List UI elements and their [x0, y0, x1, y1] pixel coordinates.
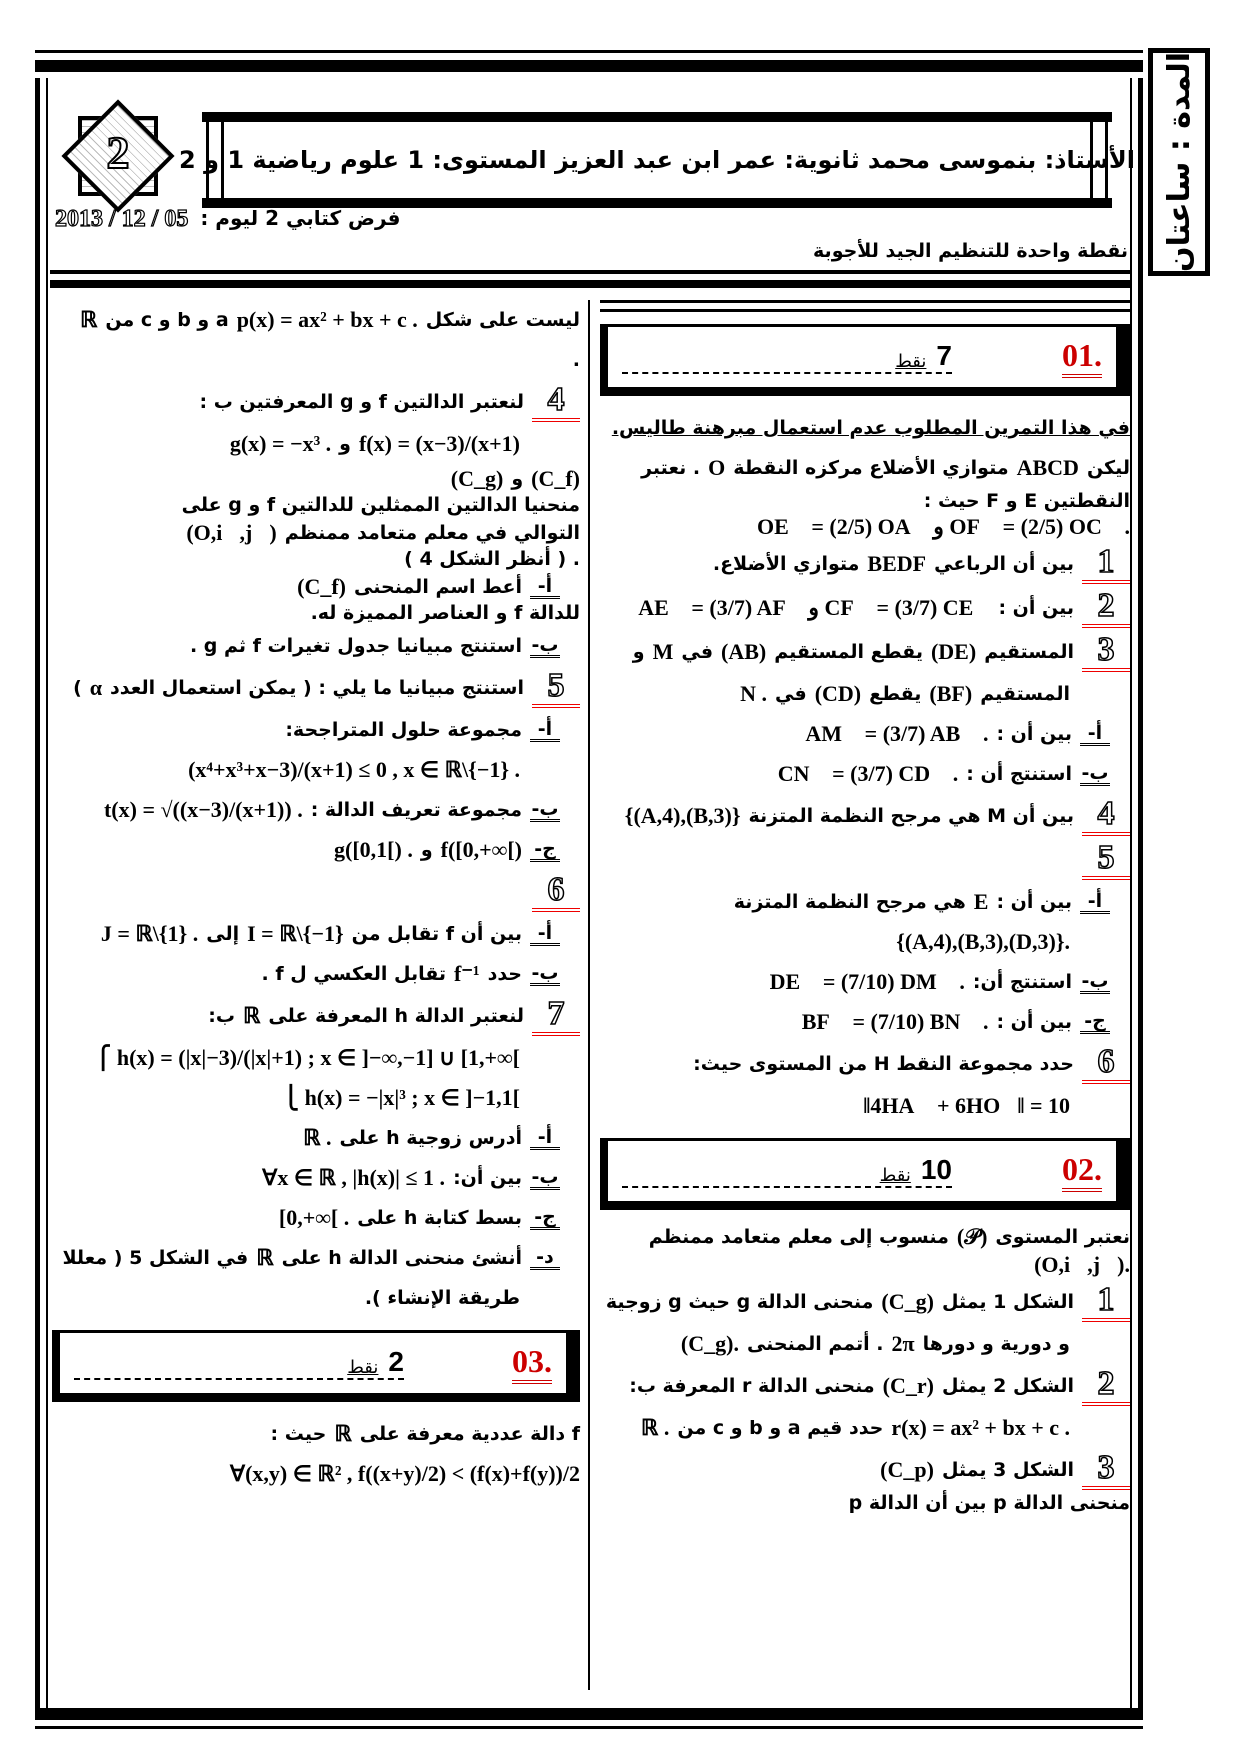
question-text: و [339, 433, 351, 455]
sub-question-letter: ب- [531, 1165, 559, 1188]
test-number-badge [58, 96, 178, 216]
header-rule-thick [50, 280, 1130, 288]
points-value: 2 [388, 1346, 404, 1377]
question-line [600, 714, 1130, 754]
question-text: f دالة عددية معرفة على [359, 1423, 580, 1445]
question-line [52, 464, 580, 518]
exercise-points [622, 1154, 952, 1188]
question-line [52, 710, 580, 750]
math-expression: ℝ . [303, 1125, 332, 1150]
question-text: استنتج مبيانيا جدول تغيرات f ثم g . [189, 635, 522, 657]
question-number: 4 [1082, 796, 1130, 836]
math-expression: O [708, 455, 726, 480]
question-line [600, 1448, 1130, 1516]
question-text: التوالي في معلم متعامد ممنظم [284, 522, 580, 544]
duration-box [1148, 48, 1210, 276]
question-text: لنعتبر الدالة h المعرفة على [268, 1005, 524, 1027]
question-line [52, 626, 580, 666]
question-text: في [681, 641, 714, 663]
question-text: مجموعة حلول المتراجحة: [285, 719, 522, 741]
math-expression: (BF) [929, 681, 973, 706]
column-divider [588, 300, 590, 1690]
header-title: الأستاذ: بنموسى محمد ثانوية: عمر ابن عبد العزيز المستوى: 1 علوم رياضية 1 و 2 [179, 146, 1135, 174]
question-line [52, 300, 580, 340]
math-expression: ℝ [256, 1245, 274, 1270]
question-text: منسوب إلى معلم متعامد ممنظم [648, 1226, 949, 1248]
question-text: منحنيا الدالتين الممثلين للدالتين f و g على [181, 494, 580, 516]
question-text: منحنى الدالة r المعرفة ب: [629, 1375, 875, 1397]
sub-question-letter: ب- [531, 633, 559, 656]
math-expression: I = ℝ\{−1} [247, 921, 344, 946]
math-expression: α [89, 675, 103, 700]
math-expression: {(A,4),(B,3),(D,3)}. [896, 929, 1070, 954]
question-number: 7 [532, 996, 580, 1036]
question-text: بين أن : [998, 597, 1074, 619]
question-text: بين أن: [453, 1167, 522, 1189]
question-line [52, 1454, 580, 1494]
math-expression: (AB) [721, 639, 767, 664]
question-line [52, 1238, 580, 1278]
question-line [52, 1278, 580, 1318]
question-text: . [572, 349, 580, 371]
question-text: حيث : [270, 1423, 327, 1445]
exercise-header [52, 1330, 580, 1396]
question-text: منحنى الدالة g حيث g زوجية [605, 1291, 874, 1313]
question-text: ليكن [1086, 457, 1130, 479]
question-text: و [511, 468, 524, 490]
points-unit: نقط [879, 1165, 911, 1186]
question-line [52, 1038, 580, 1078]
question-line [52, 790, 580, 830]
test-info [55, 206, 475, 233]
question-text: بين أن M هي مرجح النظمة المتزنة [748, 805, 1074, 827]
math-expression: AE⃗ = (3/7) AF⃗ و CF⃗ = (3/7) CE⃗ [638, 595, 991, 620]
question-line [52, 954, 580, 994]
exercise-points [74, 1346, 404, 1380]
math-expression: CN⃗ = (3/7) CD⃗ . [777, 761, 959, 786]
question-number: 1 [1082, 1282, 1130, 1322]
question-text: أنشئ منحنى الدالة h على [281, 1247, 522, 1269]
question-number: 5 [1082, 840, 1130, 880]
question-text: استنتج مبيانيا ما يلي : ( يمكن استعمال العدد [110, 677, 524, 699]
exercise-header [600, 324, 1130, 390]
question-line [600, 882, 1130, 922]
question-line [600, 448, 1130, 488]
question-line [600, 1408, 1130, 1448]
bottom-rule-thick [35, 1708, 1143, 1720]
question-text: المستقيم [980, 683, 1070, 705]
question-text: تقابل العكسي ل f . [261, 963, 447, 985]
math-expression: (CD) [814, 681, 862, 706]
math-expression: (C_f) [531, 466, 580, 491]
question-text: حدد قيم a و b و c من [677, 1417, 884, 1439]
sub-question-letter: ج- [1080, 1011, 1110, 1034]
math-expression: ℝ [79, 307, 98, 332]
sub-question-letter: ب- [1081, 761, 1109, 784]
question-text: ) [73, 677, 82, 699]
sub-question-letter: ب- [531, 797, 559, 820]
exercise-header [600, 1138, 1130, 1204]
question-line [52, 830, 580, 870]
math-expression: ∀(x,y) ∈ ℝ² , f((x+y)/2) < (f(x)+f(y))/2 [230, 1461, 580, 1486]
exercise-number: .01 [1062, 337, 1102, 378]
question-number: 2 [1082, 1366, 1130, 1406]
question-number: 5 [532, 668, 580, 708]
question-number: 3 [1082, 1450, 1130, 1490]
question-text: ب: [208, 1005, 235, 1027]
exercise-number: .02 [1062, 1151, 1102, 1192]
question-text: المستقيم [984, 641, 1074, 663]
question-line [600, 630, 1130, 674]
math-expression: f⁻¹ [454, 961, 480, 986]
question-text: منحنى الدالة p بين أن الدالة p [848, 1492, 1130, 1514]
question-line [600, 586, 1130, 630]
question-line [52, 380, 580, 424]
question-text: و دورية و دورها [922, 1333, 1070, 1355]
question-line [52, 994, 580, 1038]
bottom-rule [35, 1726, 1143, 1729]
question-line [52, 1078, 580, 1118]
exercise-number: .03 [512, 1343, 552, 1384]
question-line [600, 794, 1130, 838]
question-line [600, 1222, 1130, 1280]
question-line [600, 1002, 1130, 1042]
question-text: مجموعة تعريف الدالة : [310, 799, 522, 821]
sub-question-letter: أ- [1080, 891, 1110, 914]
sub-question-letter: أ- [530, 923, 560, 946]
question-line [52, 1158, 580, 1198]
question-text: طريقة الإنشاء ). [364, 1287, 520, 1309]
question-text: . ( أنظر الشكل 4 ) [404, 548, 580, 570]
test-label: فرض كتابي 2 ليوم : [200, 206, 401, 230]
math-expression: ⎩ h(x) = −|x|³ ; x ∈ ]−1,1[ [282, 1085, 520, 1110]
question-text: في هذا التمرين المطلوب عدم استعمال مبرهنة طاليس. [611, 417, 1130, 439]
question-line [52, 340, 580, 380]
top-rule-thick [35, 60, 1143, 72]
top-rule [35, 50, 1143, 53]
question-number: 6 [532, 872, 580, 912]
math-expression: (C_f) [297, 574, 347, 599]
math-expression: BF⃗ = (7/10) BN⃗ . [801, 1009, 989, 1034]
math-expression: AM⃗ = (3/7) AB⃗ . [805, 721, 989, 746]
points-value: 7 [936, 340, 952, 371]
math-expression: ⎧ h(x) = (|x|−3)/(|x|+1) ; x ∈ ]−∞,−1] ∪ [1,+∞[ [94, 1045, 520, 1070]
right-column [600, 300, 1130, 1516]
question-text: حدد مجموعة النقط H من المستوى حيث: [693, 1053, 1074, 1075]
question-text: و [632, 641, 645, 663]
question-text: . أتمم المنحنى [746, 1333, 884, 1355]
math-expression: BEDF [867, 551, 927, 576]
left-column [52, 300, 580, 1494]
math-expression: 2π [891, 1331, 915, 1356]
sub-question-letter: ج- [530, 839, 560, 862]
header-rule [50, 270, 1130, 274]
question-text: ليست على شكل [425, 309, 580, 331]
sub-question-letter: د- [530, 1247, 560, 1270]
math-expression: (O,i⃗,j⃗). [1034, 1252, 1130, 1277]
question-line [600, 1086, 1130, 1126]
question-number: 1 [1082, 544, 1130, 584]
question-text: لنعتبر الدالتين f و g المعرفتين ب : [199, 391, 524, 413]
question-number: 2 [1082, 588, 1130, 628]
question-text: أدرس زوجية h على [339, 1127, 522, 1149]
math-expression: (DE) [930, 639, 977, 664]
question-text: بسط كتابة h على [357, 1207, 522, 1229]
sub-question-letter: أ- [1080, 723, 1110, 746]
sub-question-letter: أ- [530, 719, 560, 742]
math-expression: ℝ . [640, 1415, 670, 1440]
question-line [600, 962, 1130, 1002]
question-text: متوازي الأضلاع. [712, 553, 860, 575]
math-expression: (𝒫) [956, 1224, 988, 1249]
question-line [52, 914, 580, 954]
math-expression: (C_g). [680, 1331, 739, 1356]
question-text: يقطع [869, 683, 922, 705]
question-text: استنتج أن : [966, 763, 1072, 785]
question-text: يقطع المستقيم [774, 641, 923, 663]
question-text: حدد [487, 963, 522, 985]
question-line [52, 1118, 580, 1158]
question-text: بين أن : [996, 1011, 1072, 1033]
badge-number: 2 [106, 127, 130, 178]
question-text: متوازي الأضلاع مركزه النقطة [733, 457, 1009, 479]
header-banner [179, 112, 1135, 208]
question-line [52, 870, 580, 914]
sub-question-letter: أ- [530, 576, 560, 599]
math-expression: N . [740, 681, 768, 706]
points-unit: نقط [347, 1357, 379, 1378]
question-line [600, 922, 1130, 962]
question-line [600, 488, 1130, 542]
math-expression: E [973, 889, 989, 914]
question-line [52, 1198, 580, 1238]
question-line [600, 1042, 1130, 1086]
math-expression: ABCD [1016, 455, 1079, 480]
sub-question-letter: أ- [530, 1127, 560, 1150]
question-text: a و b و c من [105, 309, 229, 331]
question-line [52, 750, 580, 790]
question-text: الشكل 3 يمثل [941, 1459, 1074, 1481]
question-line [52, 518, 580, 572]
points-value: 10 [920, 1154, 952, 1185]
math-expression: p(x) = ax² + bx + c . [236, 307, 418, 332]
exercise-points [622, 340, 952, 374]
math-expression: (x⁴+x³+x−3)/(x+1) ≤ 0 , x ∈ ℝ\{−1} . [188, 757, 520, 782]
math-expression: ‖4HA⃗ + 6HO⃗‖ = 10 [863, 1093, 1070, 1118]
question-text: في الشكل 5 ( معللا [62, 1247, 249, 1269]
question-number: 6 [1082, 1044, 1130, 1084]
math-expression: DE⃗ = (7/10) DM⃗ . [769, 969, 965, 994]
sub-question-letter: ج- [530, 1207, 560, 1230]
question-text: أعط اسم المنحنى [354, 576, 522, 598]
question-line [600, 674, 1130, 714]
question-text: بين أن الرباعي [934, 553, 1074, 575]
question-text: إلى [206, 923, 240, 945]
question-line [600, 754, 1130, 794]
math-expression: [0,+∞[ . [278, 1205, 350, 1230]
question-line [600, 1364, 1130, 1408]
question-text: بين أن f تقابل من [351, 923, 522, 945]
question-line [600, 1324, 1130, 1364]
math-expression: OE⃗ = (2/5) OA⃗ و OF⃗ = (2/5) OC⃗ . [756, 514, 1130, 539]
question-text: نعتبر المستوى [995, 1226, 1130, 1248]
question-line [600, 1280, 1130, 1324]
math-expression: g(x) = −x³ . [229, 431, 332, 456]
question-number: 3 [1082, 632, 1130, 672]
question-text: و [420, 839, 433, 861]
math-expression: (C_r) [882, 1373, 934, 1398]
question-text: الشكل 1 يمثل [941, 1291, 1074, 1313]
question-text: النقطتين E و F حيث : [923, 490, 1130, 512]
question-text: بين أن : [996, 723, 1072, 745]
math-expression: (C_g) [881, 1289, 934, 1314]
math-expression: (O,i⃗,j⃗) [186, 520, 277, 545]
question-text: استنتج أن: [972, 971, 1072, 993]
question-text: في [775, 683, 807, 705]
question-text: هي مرجح النظمة المتزنة [733, 891, 966, 913]
question-line [600, 542, 1130, 586]
math-expression: (C_g) [450, 466, 504, 491]
math-expression: J = ℝ\{1} . [100, 921, 199, 946]
question-line [52, 666, 580, 710]
question-text: للدالة f و العناصر المميزة له. [310, 602, 580, 624]
question-line [52, 424, 580, 464]
math-expression: ∀x ∈ ℝ , |h(x)| ≤ 1 . [262, 1165, 446, 1190]
question-line [600, 408, 1130, 448]
test-date: 2013 / 12 / 05 [55, 206, 189, 232]
question-number: 4 [532, 382, 580, 422]
math-expression: g([0,1[) . [334, 837, 413, 862]
math-expression: ℝ [334, 1421, 352, 1446]
math-expression: {(A,4),(B,3)} [624, 803, 741, 828]
organization-note: نقطة واحدة للتنظيم الجيد للأجوبة [813, 240, 1128, 262]
question-text: . نعتبر [641, 457, 701, 479]
math-expression: (C_p) [880, 1457, 934, 1482]
math-expression: f([0,+∞[) [440, 837, 522, 862]
points-unit: نقط [895, 351, 927, 372]
question-text: بين أن : [996, 891, 1072, 913]
sub-question-letter: ب- [1081, 969, 1109, 992]
math-expression: ℝ [242, 1003, 261, 1028]
math-expression: t(x) = √((x−3)/(x+1)) . [103, 797, 303, 822]
question-line [52, 572, 580, 626]
question-line [52, 1414, 580, 1454]
sub-question-letter: ب- [531, 961, 559, 984]
question-text: الشكل 2 يمثل [941, 1375, 1074, 1397]
duration: المدة : ساعتان [1161, 52, 1197, 272]
question-line [600, 838, 1130, 882]
math-expression: f(x) = (x−3)/(x+1) [358, 431, 520, 456]
math-expression: r(x) = ax² + bx + c . [891, 1415, 1070, 1440]
math-expression: M [652, 639, 674, 664]
